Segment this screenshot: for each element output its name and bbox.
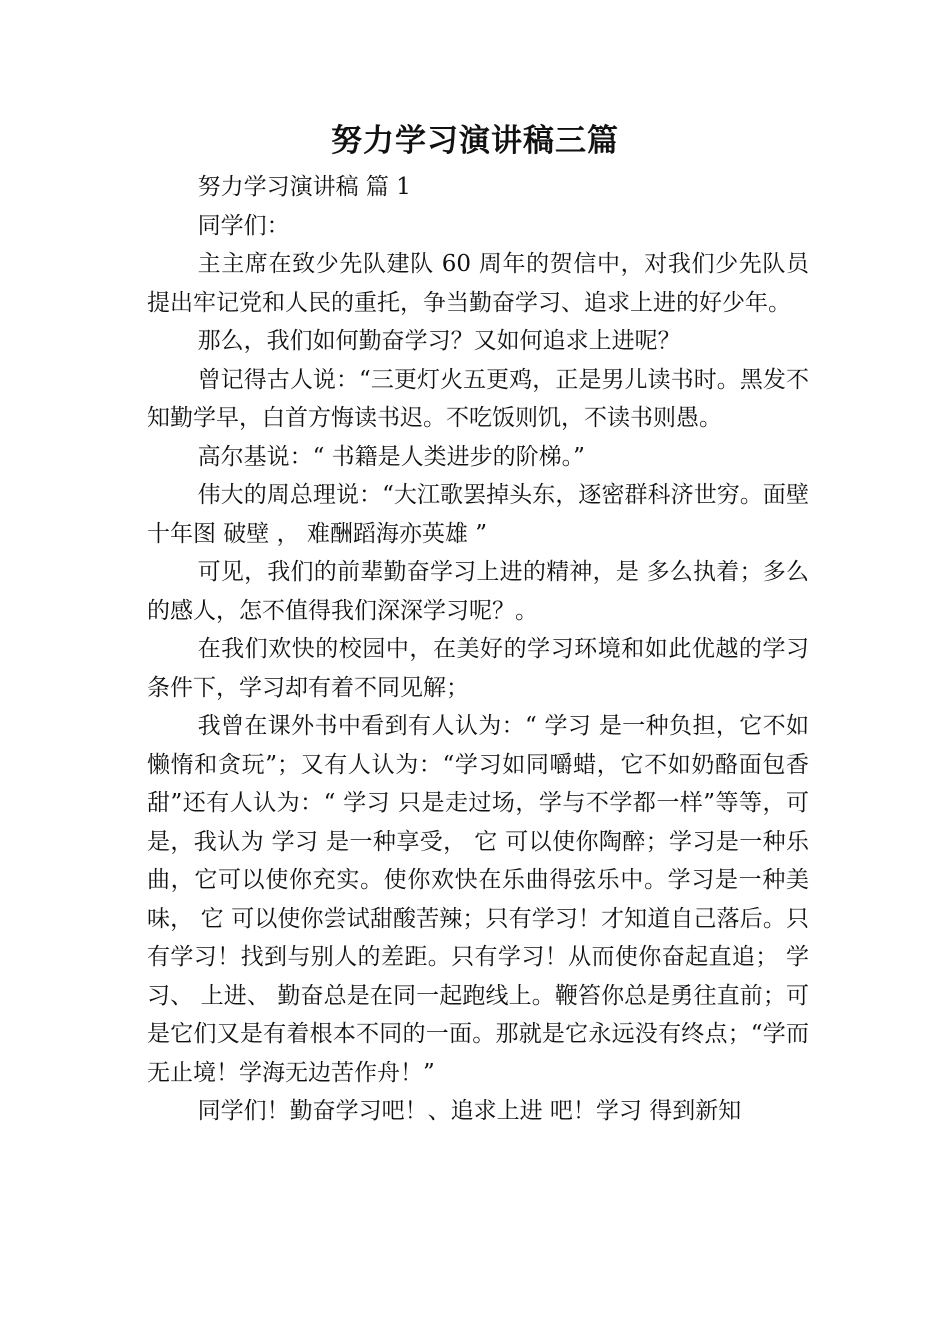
body-paragraph: 主主席在致少先队建队 60 周年的贺信中，对我们少先队员提出牢记党和人民的重托，争当勤奋学习、追求上进的好少年。 — [147, 251, 809, 316]
body-paragraph: 高尔基说：“ 书籍是人类进步的阶梯。” — [197, 443, 585, 470]
document-title: 努力学习演讲稿三篇 — [331, 123, 619, 159]
body-paragraph: 伟大的周总理说：“大江歌罢掉头东，逐密群科济世穷。面壁十年图 破壁 ， 难酬蹈海亦英雄 ” — [147, 482, 809, 547]
body-paragraph: 在我们欢快的校园中，在美好的学习环境和如此优越的学习条件下，学习却有着不同见解； — [147, 636, 809, 701]
body-paragraph: 同学们！勤奋学习吧！、追求上进 吧！学习 得到新知 — [197, 1098, 742, 1124]
document-body — [147, 168, 809, 1131]
body-paragraph: 可见，我们的前辈勤奋学习上进的精神，是 多么执着；多么的感人，怎不值得我们深深学习呢？。 — [147, 559, 809, 624]
body-paragraph: 我曾在课外书中看到有人认为：“ 学习 是一种负担，它不如懒惰和贪玩”；又有人认为：“学习如同嚼蜡，它不如奶酪面包香甜”还有人认为：“ 学习 只是走过场，学与不学都一样”等等，可是，我认为 学习 是一种享受， 它 可以使你陶醉；学习是一种乐曲，它可以使你充实。使你欢快在乐曲得弦乐中。学习是一种美味， 它 可以使你尝试甜酸苦辣；只有学习！才知道自己落后。只有学习！找到与别人的差距。只有学习！从而使你奋起直追； 学习、 上进、 勤奋总是在同一起跑线上。鞭笞你总是勇往直前；可是它们又是有着根本不同的一面。那就是它永远没有终点；“学而无止境！学海无边苦作舟！” — [147, 713, 809, 1086]
body-paragraph: 曾记得古人说：“三更灯火五更鸡，正是男儿读书时。黑发不知勤学早，白首方悔读书迟。不吃饭则饥，不读书则愚。 — [147, 366, 809, 431]
greeting-paragraph: 同学们： — [197, 212, 290, 239]
body-paragraph: 那么，我们如何勤奋学习？又如何追求上进呢？ — [197, 328, 681, 354]
subtitle-paragraph: 努力学习演讲稿 篇 1 — [197, 174, 411, 200]
